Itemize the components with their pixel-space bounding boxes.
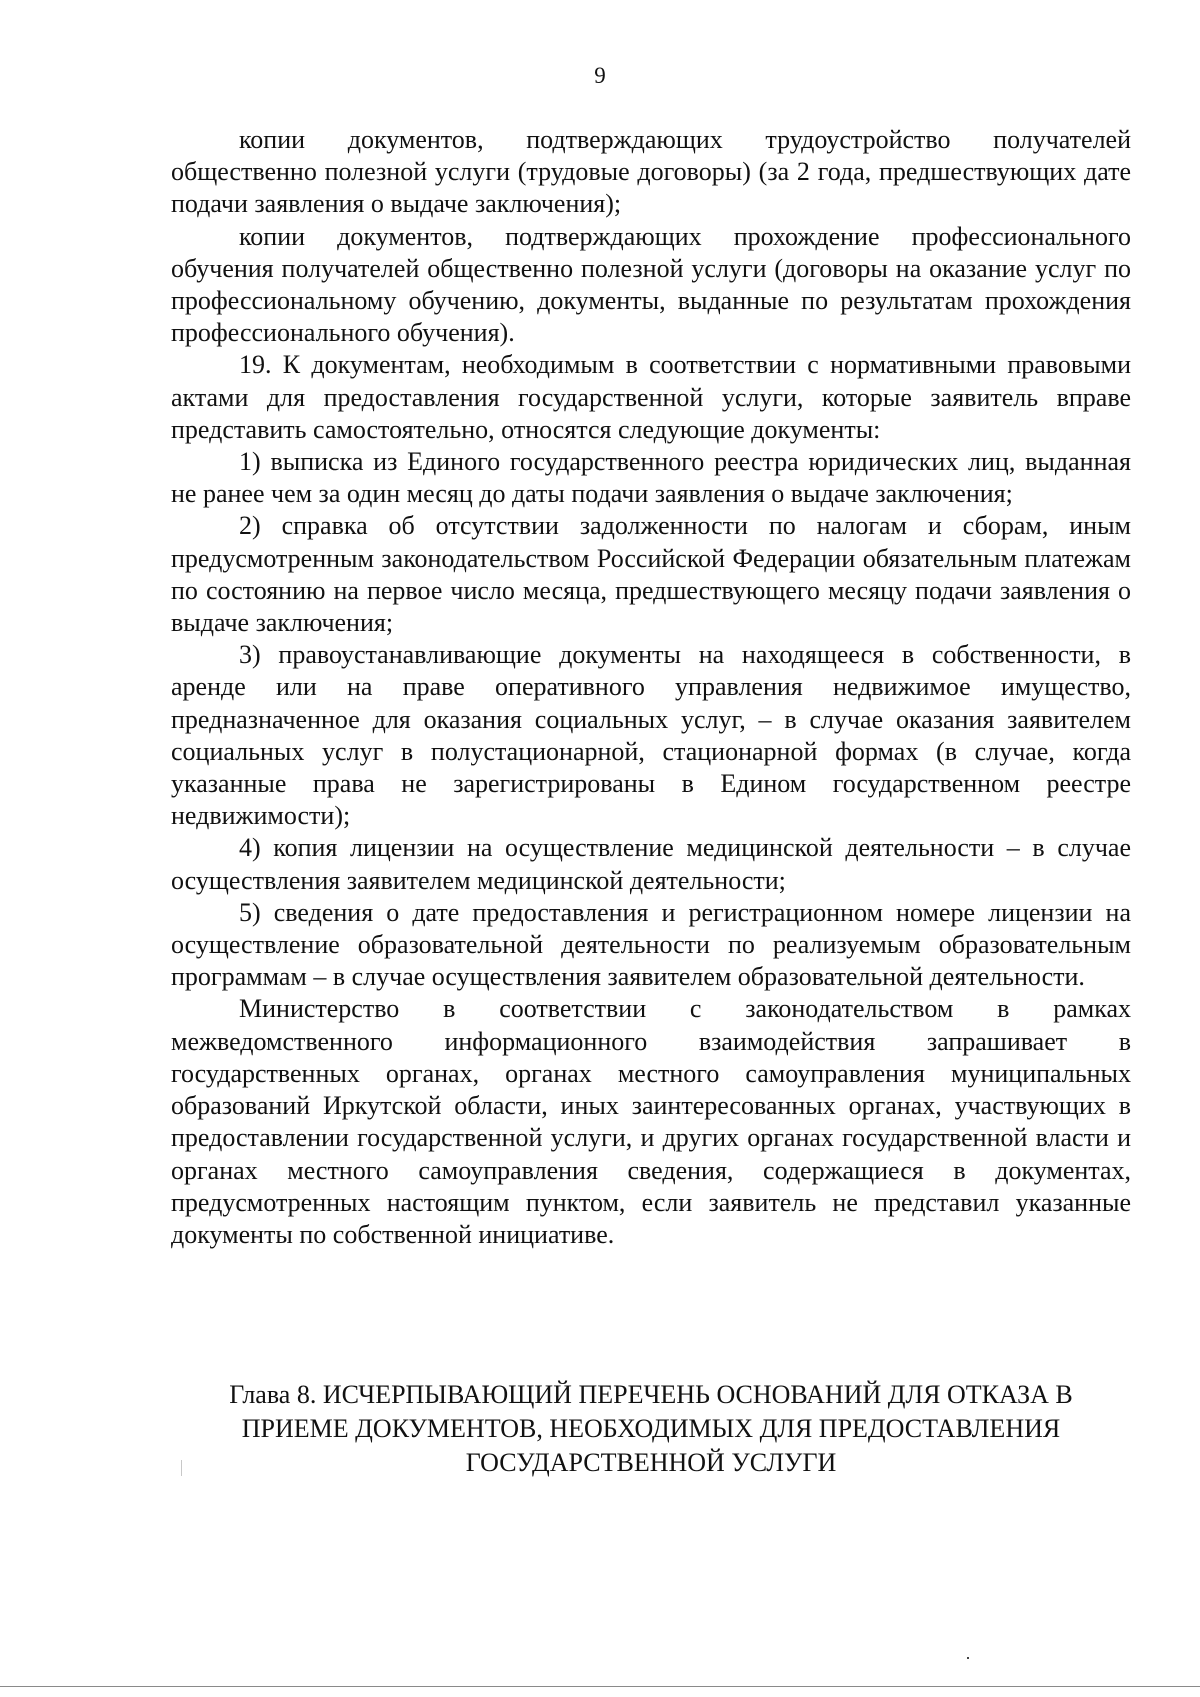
paragraph-training-documents: копии документов, подтверждающих прохождение профессионального обучения получателей общественно полезной услуги (договоры на оказание услуг по профессиональному обучению, документы, выданные по результатам прохождения профессионального обучения). [171, 221, 1131, 348]
paragraph-item-19: 19. К документам, необходимым в соответствии с нормативными правовыми актами для предоставления государственной услуги, которые заявитель вправе представить самостоятельно, относятся следующие документы: [171, 350, 1131, 444]
scan-artifact-margin [181, 1460, 182, 1476]
paragraph-employment-documents: копии документов, подтверждающих трудоустройство получателей общественно полезной услуги (трудовые договоры) (за 2 года, предшествующих дате подачи заявления о выдаче заключения); [171, 125, 1131, 219]
list-item-2-tax-certificate: 2) справка об отсутствии задолженности по налогам и сборам, иным предусмотренным законодательством Российской Федерации обязательным платежам по состоянию на первое число месяца, предшествующего месяцу подачи заявления о выдаче заключения; [171, 511, 1131, 638]
list-item-1-egrul-extract: 1) выписка из Единого государственного реестра юридических лиц, выданная не ранее чем за один месяц до даты подачи заявления о выдаче заключения; [171, 447, 1131, 509]
list-item-4-medical-license: 4) копия лицензии на осуществление медицинской деятельности – в случае осуществления заявителем медицинской деятельности; [171, 833, 1131, 895]
chapter-heading-line-3: ГОСУДАРСТВЕННОЙ УСЛУГИ [465, 1448, 837, 1477]
page-bottom-edge [0, 1686, 1200, 1687]
chapter-heading-line-1: Глава 8. ИСЧЕРПЫВАЮЩИЙ ПЕРЕЧЕНЬ ОСНОВАНИЙ ДЛЯ ОТКАЗА В [229, 1380, 1073, 1409]
chapter-heading-line-2: ПРИЕМЕ ДОКУМЕНТОВ, НЕОБХОДИМЫХ ДЛЯ ПРЕДОСТАВЛЕНИЯ [241, 1414, 1061, 1443]
document-body [171, 124, 1131, 1251]
chapter-heading [171, 1378, 1131, 1480]
paragraph-ministry-requests: Министерство в соответствии с законодательством в рамках межведомственного информационного взаимодействия запрашивает в государственных органах, органах местного самоуправления муниципальных образований Иркутской области, иных заинтересованных органах, участвующих в предоставлении государственной услуги, и других органах государственной власти и органах местного самоуправления сведения, содержащиеся в документах, предусмотренных настоящим пунктом, если заявитель не представил указанные документы по собственной инициативе. [171, 994, 1131, 1249]
scan-artifact-dot [967, 1657, 969, 1659]
page-number: 9 [594, 63, 606, 88]
list-item-5-education-license: 5) сведения о дате предоставления и регистрационном номере лицензии на осуществление образовательной деятельности по реализуемым образовательным программам – в случае осуществления заявителем образовательной деятельности. [171, 897, 1131, 992]
list-item-3-property-documents: 3) правоустанавливающие документы на находящееся в собственности, в аренде или на праве оперативного управления недвижимое имущество, предназначенное для оказания социальных услуг, – в случае оказания заявителем социальных услуг в полустационарной, стационарной формах (в случае, когда указанные права не зарегистрированы в Едином государственном реестре недвижимости); [171, 640, 1131, 831]
